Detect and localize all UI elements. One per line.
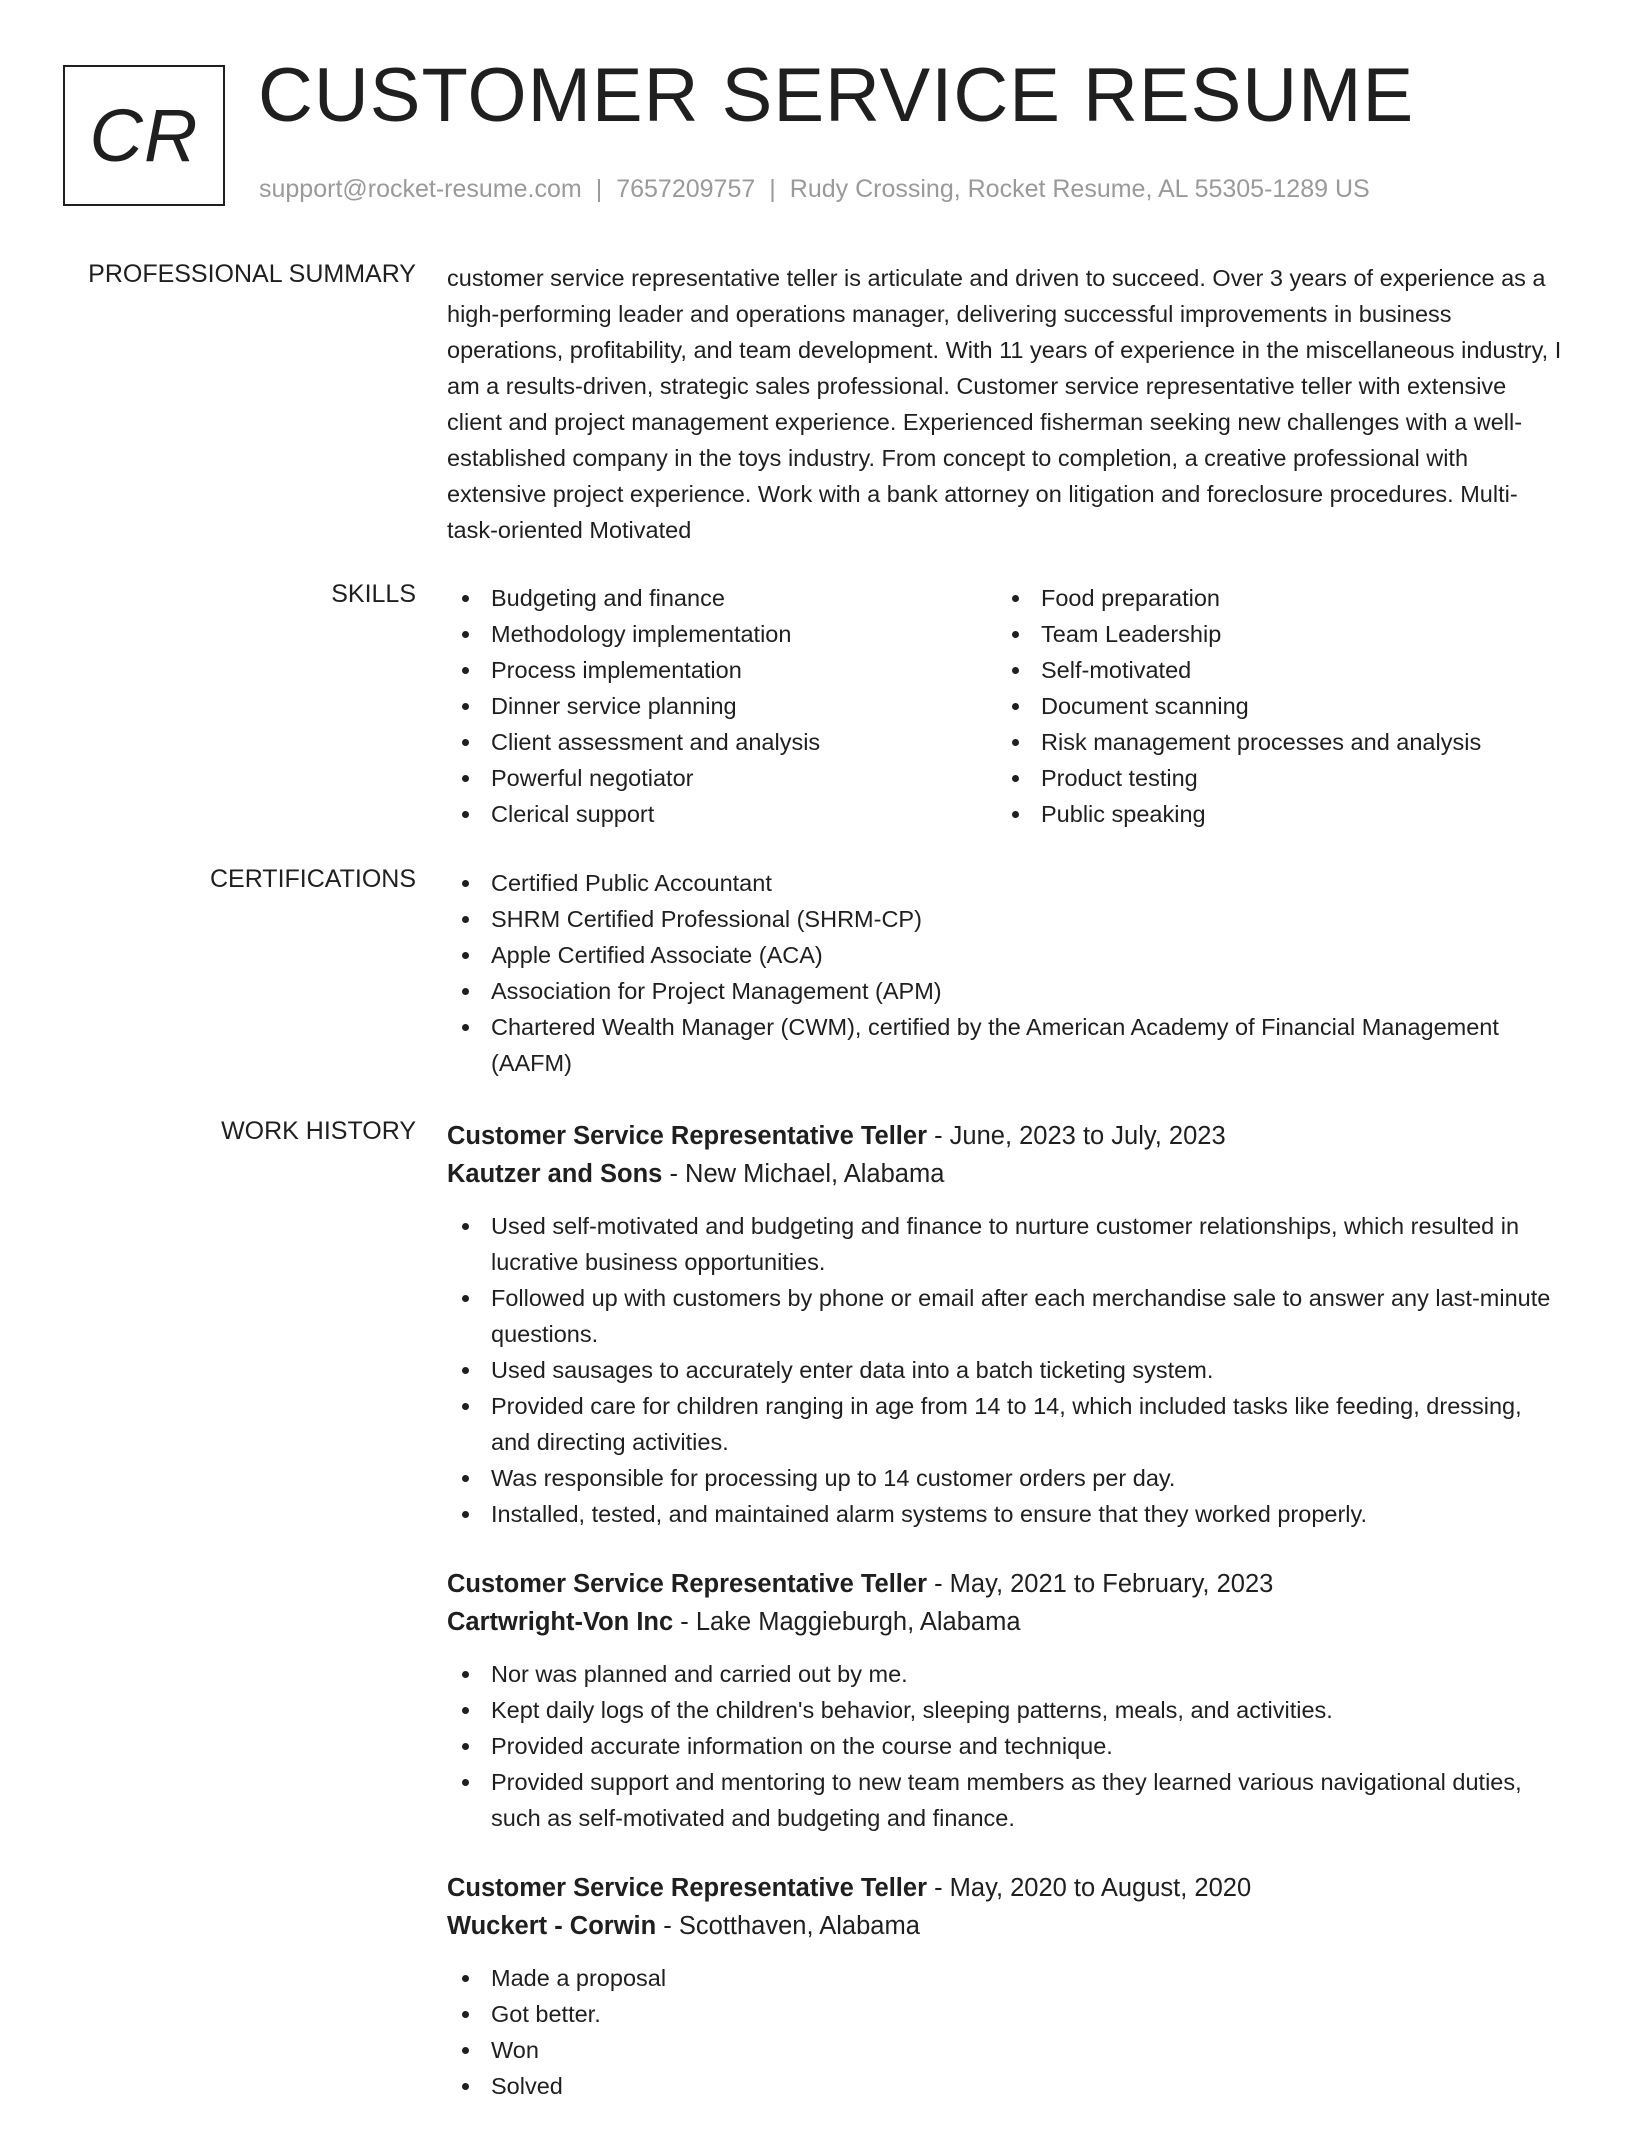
skill-item: Self-motivated: [997, 652, 1547, 688]
skills-list-left: [447, 580, 997, 832]
job-dates: - May, 2020 to August, 2020: [927, 1874, 1252, 1902]
job-company-line: [447, 1155, 1567, 1193]
skill-item: Document scanning: [997, 688, 1547, 724]
skill-item: Dinner service planning: [447, 688, 997, 724]
work-history-body: [447, 1117, 1567, 2137]
certifications-label: CERTIFICATIONS: [209, 865, 416, 893]
job-title: Customer Service Representative Teller: [447, 1874, 927, 1902]
job-company: Wuckert - Corwin: [447, 1912, 657, 1940]
skill-item: Powerful negotiator: [447, 760, 997, 796]
job-company: Cartwright-Von Inc: [447, 1608, 674, 1636]
monogram: CR: [63, 65, 225, 206]
skill-item: Process implementation: [447, 652, 997, 688]
job-title-line: [447, 1869, 1567, 1907]
work-history-label: WORK HISTORY: [221, 1117, 416, 1145]
contact-email[interactable]: support@rocket-resume.com: [259, 175, 582, 203]
job-title-line: [447, 1565, 1567, 1603]
contact-separator: |: [595, 175, 603, 203]
job-bullet: Made a proposal: [447, 1960, 1567, 1996]
job-bullet: Provided care for children ranging in age from 14 to 14, which included tasks like feeding, dressing, and directing activities.: [447, 1388, 1567, 1460]
skill-item: Methodology implementation: [447, 616, 997, 652]
job-bullet: Followed up with customers by phone or email after each merchandise sale to answer any last-minute questions.: [447, 1280, 1567, 1352]
job-bullet: Used self-motivated and budgeting and finance to nurture customer relationships, which resulted in lucrative business opportunities.: [447, 1208, 1567, 1280]
job-title-line: [447, 1117, 1567, 1155]
job-bullet: Kept daily logs of the children's behavior, sleeping patterns, meals, and activities.: [447, 1692, 1567, 1728]
job-dates: - May, 2021 to February, 2023: [927, 1570, 1274, 1598]
job-bullet: Provided support and mentoring to new team members as they learned various navigational duties, such as self-motivated and budgeting and finance.: [447, 1764, 1567, 1836]
job-company-line: [447, 1907, 1567, 1945]
contact-separator: |: [769, 175, 776, 203]
job-company: Kautzer and Sons: [447, 1160, 663, 1188]
skill-item: Budgeting and finance: [447, 580, 997, 616]
skills-list-right: [997, 580, 1547, 832]
job-bullet: Got better.: [447, 1996, 1567, 2032]
skills-label: SKILLS: [331, 580, 416, 608]
job-title: Customer Service Representative Teller: [447, 1570, 927, 1598]
job-bullet: Won: [447, 2032, 1567, 2068]
job-entry: [447, 1869, 1567, 2104]
skill-item: Client assessment and analysis: [447, 724, 997, 760]
certifications-body: [447, 865, 1567, 1081]
certification-item: SHRM Certified Professional (SHRM-CP): [447, 901, 1567, 937]
skill-item: Team Leadership: [997, 616, 1547, 652]
job-bullet: Installed, tested, and maintained alarm systems to ensure that they worked properly.: [447, 1496, 1567, 1532]
certification-item: Association for Project Management (APM): [447, 973, 1567, 1009]
job-bullets: [447, 1960, 1567, 2104]
skill-item: Public speaking: [997, 796, 1547, 832]
job-entry: [447, 1565, 1567, 1836]
job-bullet: Nor was planned and carried out by me.: [447, 1656, 1567, 1692]
certifications-list: [447, 865, 1567, 1081]
resume-title: CUSTOMER SERVICE RESUME: [258, 53, 1415, 138]
skill-item: Food preparation: [997, 580, 1547, 616]
job-bullet: Was responsible for processing up to 14 customer orders per day.: [447, 1460, 1567, 1496]
summary-text: customer service representative teller is articulate and driven to succeed. Over 3 years of experience as a high-performing leader and operations manager, delivering successful improvements in business operations, profitability, and team development. With 11 years of experience in the miscellaneous industry, I am a results-driven, strategic sales professional. Customer service representative teller with extensive client and project management experience. Experienced fisherman seeking new challenges with a well-established company in the toys industry. From concept to completion, a creative professional with extensive project experience. Work with a bank attorney on litigation and foreclosure procedures. Multi-task-oriented Motivated: [447, 265, 1562, 543]
job-bullet: Solved: [447, 2068, 1567, 2104]
job-location: - Scotthaven, Alabama: [656, 1912, 920, 1940]
job-location: - New Michael, Alabama: [662, 1160, 945, 1188]
certification-item: Chartered Wealth Manager (CWM), certified by the American Academy of Financial Management (AAFM): [447, 1009, 1567, 1081]
summary-label: PROFESSIONAL SUMMARY: [88, 260, 416, 288]
certification-item: Certified Public Accountant: [447, 865, 1567, 901]
job-bullet: Provided accurate information on the course and technique.: [447, 1728, 1567, 1764]
skill-item: Product testing: [997, 760, 1547, 796]
job-company-line: [447, 1603, 1567, 1641]
contact-address: Rudy Crossing, Rocket Resume, AL 55305-1289 US: [789, 175, 1370, 203]
job-bullets: [447, 1208, 1567, 1532]
skill-item: Clerical support: [447, 796, 997, 832]
skill-item: Risk management processes and analysis: [997, 724, 1547, 760]
skills-columns: [447, 580, 1567, 832]
contact-line: [259, 175, 1370, 204]
job-location: - Lake Maggieburgh, Alabama: [673, 1608, 1021, 1636]
job-dates: - June, 2023 to July, 2023: [927, 1122, 1226, 1150]
job-bullet: Used sausages to accurately enter data into a batch ticketing system.: [447, 1352, 1567, 1388]
job-bullets: [447, 1656, 1567, 1836]
contact-phone[interactable]: 7657209757: [616, 175, 756, 203]
job-title: Customer Service Representative Teller: [447, 1122, 927, 1150]
job-entry: [447, 1117, 1567, 1532]
certification-item: Apple Certified Associate (ACA): [447, 937, 1567, 973]
